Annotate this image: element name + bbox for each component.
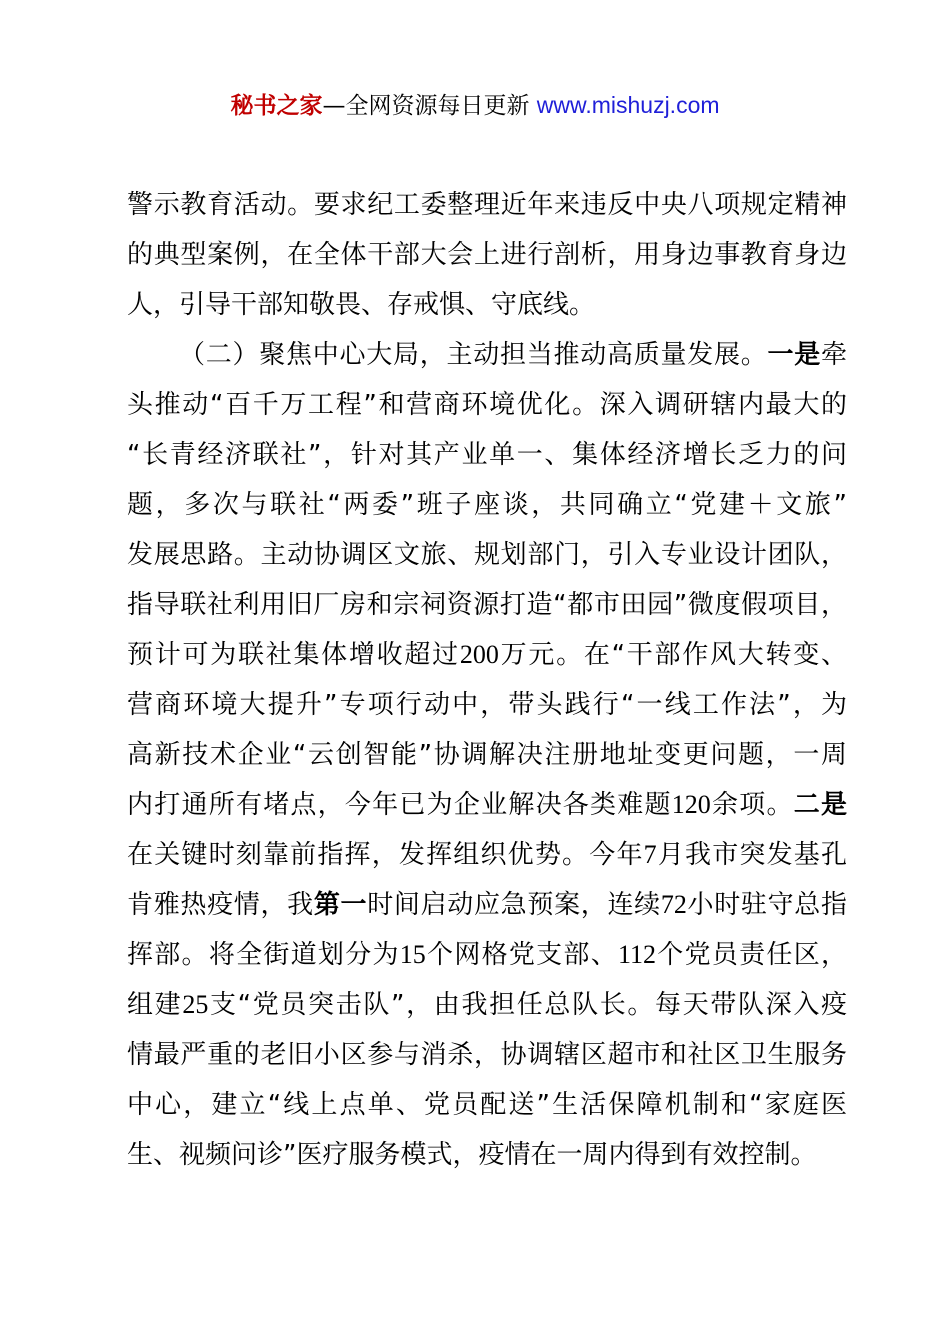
text-line: 指导联社利用旧厂房和宗祠资源打造“都市田园”微度假项目，: [127, 590, 847, 620]
section-heading-line: （二）聚焦中心大局，主动担当推动高质量发展。一是牵: [179, 340, 847, 370]
text-line: 发展思路。主动协调区文旅、规划部门，引入专业设计团队，: [127, 540, 847, 570]
document-body: [127, 180, 847, 1180]
bold-marker: 第一: [313, 890, 368, 920]
text-line: 挥部。将全街道划分为15个网格党支部、112个党员责任区，: [127, 940, 847, 970]
text-line: 内打通所有堵点，今年已为企业解决各类难题120余项。二是: [127, 790, 847, 820]
text-line: 人，引导干部知敬畏、存戒惧、守底线。: [127, 290, 596, 320]
bold-marker: 二是: [793, 790, 847, 820]
text-line: “长青经济联社”，针对其产业单一、集体经济增长乏力的问: [127, 440, 847, 470]
page-header: [0, 88, 950, 123]
text-line: 的典型案例，在全体干部大会上进行剖析，用身边事教育身边: [127, 240, 847, 270]
text-line: 情最严重的老旧小区参与消杀，协调辖区超市和社区卫生服务: [127, 1040, 847, 1070]
text-line: 组建25支“党员突击队”，由我担任总队长。每天带队深入疫: [127, 990, 847, 1020]
text-line: 预计可为联社集体增收超过200万元。在“干部作风大转变、: [127, 640, 847, 670]
text-line: 中心，建立“线上点单、党员配送”生活保障机制和“家庭医: [127, 1090, 847, 1120]
text-line: 营商环境大提升”专项行动中，带头践行“一线工作法”，为: [127, 690, 847, 720]
website-link[interactable]: www.mishuzj.com: [536, 92, 720, 118]
text-line: 头推动“百千万工程”和营商环境优化。深入调研辖内最大的: [127, 390, 847, 420]
text-line: 生、视频问诊”医疗服务模式，疫情在一周内得到有效控制。: [127, 1140, 817, 1170]
header-tagline: —全网资源每日更新: [322, 93, 537, 119]
text-line: 肯雅热疫情，我第一时间启动应急预案，连续72小时驻守总指: [127, 890, 847, 920]
brand-name: 秘书之家: [230, 93, 323, 119]
text-line: 题，多次与联社“两委”班子座谈，共同确立“党建＋文旅”: [127, 490, 847, 520]
text-line: 高新技术企业“云创智能”协调解决注册地址变更问题，一周: [127, 740, 847, 770]
text-line: 警示教育活动。要求纪工委整理近年来违反中央八项规定精神: [127, 190, 847, 220]
text-line: 在关键时刻靠前指挥，发挥组织优势。今年7月我市突发基孔: [127, 840, 847, 870]
bold-marker: 一是: [767, 340, 821, 370]
